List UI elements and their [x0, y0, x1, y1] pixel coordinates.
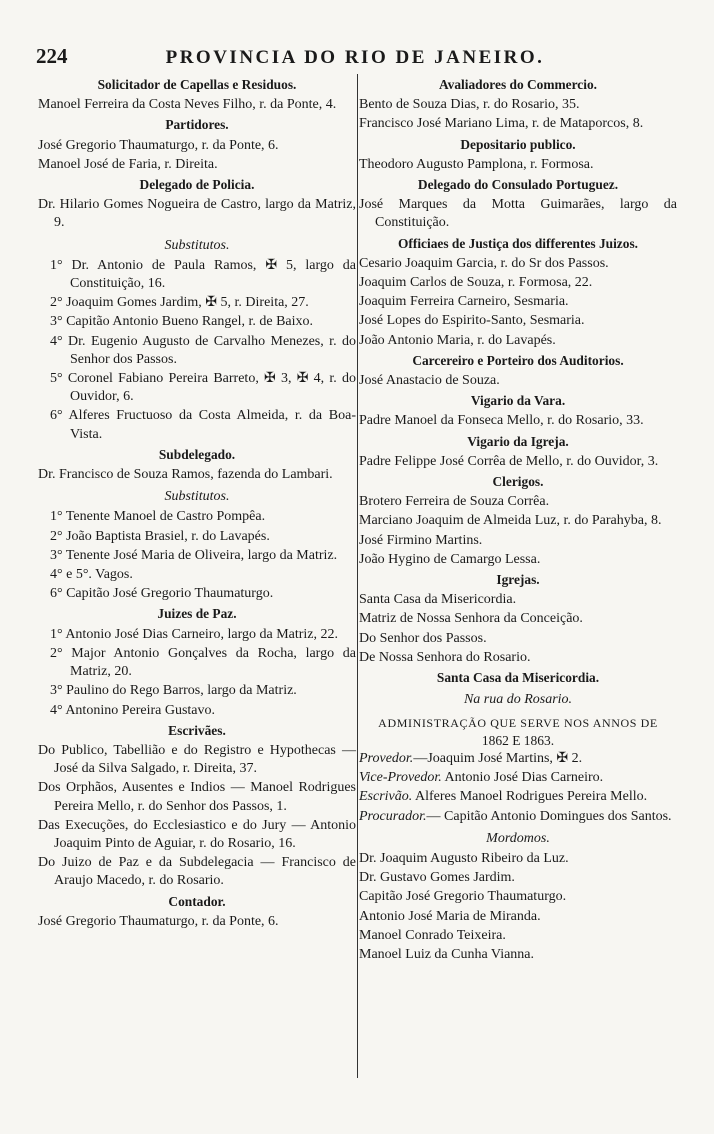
section-heading: Solicitador de Capellas e Residuos.: [97, 77, 297, 92]
directory-entry: José Marques da Motta Guimarães, largo da Constituição.: [359, 197, 677, 231]
directory-entry: Padre Manoel da Fonseca Mello, r. do Rosario, 33.: [359, 413, 644, 429]
directory-entry: Joaquim Ferreira Carneiro, Sesmaria.: [359, 294, 569, 310]
role-entry: [359, 769, 677, 787]
role-title: Vice-Provedor.: [359, 770, 442, 786]
section-heading: Avaliadores do Commercio.: [438, 77, 598, 92]
column-divider: [357, 74, 358, 1078]
numbered-entry: 1° Dr. Antonio de Paula Ramos, ✠ 5, largo da Constituição, 16.: [50, 257, 356, 292]
numbered-entry: 2° João Baptista Brasiel, r. do Lavapés.: [50, 528, 270, 544]
directory-entry: Santa Casa da Misericordia.: [359, 592, 517, 608]
subsection-heading: Substitutos.: [164, 237, 230, 253]
numbered-entry: 4° Dr. Eugenio Augusto de Carvalho Menezes, r. do Senhor dos Passos.: [50, 333, 356, 367]
directory-entry: Manoel José de Faria, r. Direita.: [38, 156, 218, 172]
directory-entry: De Nossa Senhora do Rosario.: [359, 649, 531, 665]
section-heading: Depositario publico.: [460, 136, 576, 152]
page-number: 224: [36, 44, 68, 68]
section-heading: Delegado do Consulado Portuguez.: [417, 177, 619, 193]
section-heading: Contador.: [168, 893, 226, 909]
numbered-entry: 3° Paulino do Rego Barros, largo da Matriz.: [50, 683, 297, 699]
directory-entry: Francisco José Mariano Lima, r. de Mataporcos, 8.: [359, 116, 644, 132]
numbered-entry: 2° Joaquim Gomes Jardim, ✠ 5, r. Direita, 27.: [50, 295, 309, 311]
directory-entry: José Gregorio Thaumaturgo, r. da Ponte, 6.: [38, 913, 279, 929]
directory-entry: Dr. Joaquim Augusto Ribeiro da Luz.: [359, 850, 569, 866]
role-title: Provedor.: [359, 750, 414, 766]
directory-entry: José Gregorio Thaumaturgo, r. da Ponte, 6.: [38, 137, 279, 153]
directory-entry: Dr. Hilario Gomes Nogueira de Castro, largo da Matriz, 9.: [38, 197, 356, 231]
numbered-entry: 1° Tenente Manoel de Castro Pompêa.: [50, 509, 266, 525]
directory-entry: Do Publico, Tabellião e do Registro e Hypothecas — José da Silva Salgado, r. Direita, 37.: [38, 742, 356, 777]
numbered-entry: 3° Capitão Antonio Bueno Rangel, r. de Baixo.: [50, 314, 314, 330]
role-holder: Alferes Manoel Rodrigues Pereira Mello.: [412, 789, 648, 805]
section-heading: Vigario da Igreja.: [467, 433, 569, 449]
subsection-heading: Substitutos.: [164, 489, 230, 505]
directory-entry: José Anastacio de Souza.: [359, 373, 500, 389]
page-header: [36, 44, 674, 70]
directory-entry: João Hygino de Camargo Lessa.: [359, 551, 541, 567]
directory-entry: Do Juizo de Paz e da Subdelegacia — Francisco de Araujo Macedo, r. do Rosario.: [38, 855, 356, 889]
numbered-entry: 4° e 5°. Vagos.: [50, 567, 133, 583]
right-column: [359, 74, 677, 965]
directory-entry: Padre Felippe José Corrêa de Mello, r. do Ouvidor, 3.: [359, 453, 659, 469]
section-heading: Subdelegado.: [158, 446, 236, 462]
section-heading: Carcereiro e Porteiro dos Auditorios.: [412, 352, 624, 368]
directory-entry: Manoel Conrado Teixeira.: [359, 927, 506, 943]
role-holder: — Capitão Antonio Domingues dos Santos.: [426, 808, 672, 824]
section-heading: Juizes de Paz.: [157, 606, 237, 622]
directory-entry: Marciano Joaquim de Almeida Luz, r. do Parahyba, 8.: [359, 513, 662, 529]
section-heading: Officiaes de Justiça dos differentes Juizos.: [397, 235, 639, 251]
running-title: PROVINCIA DO RIO DE JANEIRO.: [165, 47, 545, 68]
section-heading: Partidores.: [165, 117, 229, 133]
role-holder: —Joaquim José Martins, ✠ 2.: [413, 750, 583, 766]
left-column: [38, 74, 356, 932]
section-heading: Santa Casa da Misericordia.: [436, 670, 600, 686]
directory-entry: Dr. Gustavo Gomes Jardim.: [359, 870, 515, 886]
directory-entry: Das Execuções, do Ecclesiastico e do Jury — Antonio Joaquim Pinto de Aguiar, r. do Rosario, 16.: [38, 817, 356, 851]
role-title: Procurador.: [359, 808, 427, 824]
directory-entry: Antonio José Maria de Miranda.: [359, 908, 541, 924]
directory-entry: José Lopes do Espirito-Santo, Sesmaria.: [359, 313, 585, 329]
directory-entry: Dos Orphãos, Ausentes e Indios — Manoel Rodrigues Pereira Mello, r. do Senhor dos Passos, 1.: [38, 780, 356, 814]
directory-entry: Joaquim Carlos de Souza, r. Formosa, 22.: [359, 275, 593, 291]
numbered-entry: 2° Major Antonio Gonçalves da Rocha, largo da Matriz, 20.: [50, 645, 356, 680]
section-heading: Igrejas.: [496, 572, 540, 588]
section-heading: Delegado de Policia.: [139, 177, 255, 193]
numbered-entry: 3° Tenente José Maria de Oliveira, largo da Matriz.: [50, 547, 338, 563]
directory-entry: Capitão José Gregorio Thaumaturgo.: [359, 889, 567, 905]
numbered-entry: 6° Alferes Fructuoso da Costa Almeida, r. da Boa-Vista.: [50, 408, 356, 442]
section-heading: Vigario da Vara.: [470, 393, 566, 409]
role-entry: [359, 808, 677, 826]
directory-entry: Bento de Souza Dias, r. do Rosario, 35.: [359, 97, 580, 113]
subsection-heading: Mordomos.: [486, 830, 550, 846]
administration-heading: ADMINISTRAÇÃO QUE SERVE NOS ANNOS DE: [378, 715, 658, 730]
directory-entry: Manoel Ferreira da Costa Neves Filho, r. da Ponte, 4.: [38, 97, 337, 113]
subsection-heading: Na rua do Rosario.: [463, 692, 573, 708]
administration-years: 1862 E 1863.: [481, 732, 555, 748]
directory-entry: Manoel Luiz da Cunha Vianna.: [359, 946, 535, 962]
directory-entry: Cesario Joaquim Garcia, r. do Sr dos Passos.: [359, 255, 609, 271]
section-heading: Escrivães.: [168, 722, 226, 738]
numbered-entry: 1° Antonio José Dias Carneiro, largo da Matriz, 22.: [50, 626, 339, 642]
role-holder: Antonio José Dias Carneiro.: [441, 770, 604, 786]
directory-entry: Do Senhor dos Passos.: [359, 630, 487, 646]
role-entry: [359, 750, 677, 768]
role-entry: [359, 788, 677, 806]
directory-entry: Dr. Francisco de Souza Ramos, fazenda do Lambari.: [38, 467, 333, 483]
role-title: Escrivão.: [359, 789, 413, 805]
numbered-entry: 5° Coronel Fabiano Pereira Barreto, ✠ 3, ✠ 4, r. do Ouvidor, 6.: [50, 371, 356, 405]
numbered-entry: 6° Capitão José Gregorio Thaumaturgo.: [50, 586, 274, 602]
directory-entry: Brotero Ferreira de Souza Corrêa.: [359, 494, 550, 510]
section-heading: Clerigos.: [492, 474, 544, 490]
directory-entry: João Antonio Maria, r. do Lavapés.: [359, 332, 556, 348]
numbered-entry: 4° Antonino Pereira Gustavo.: [50, 702, 216, 718]
directory-entry: José Firmino Martins.: [359, 532, 483, 548]
directory-entry: Theodoro Augusto Pamplona, r. Formosa.: [359, 156, 594, 172]
directory-entry: Matriz de Nossa Senhora da Conceição.: [359, 611, 583, 627]
